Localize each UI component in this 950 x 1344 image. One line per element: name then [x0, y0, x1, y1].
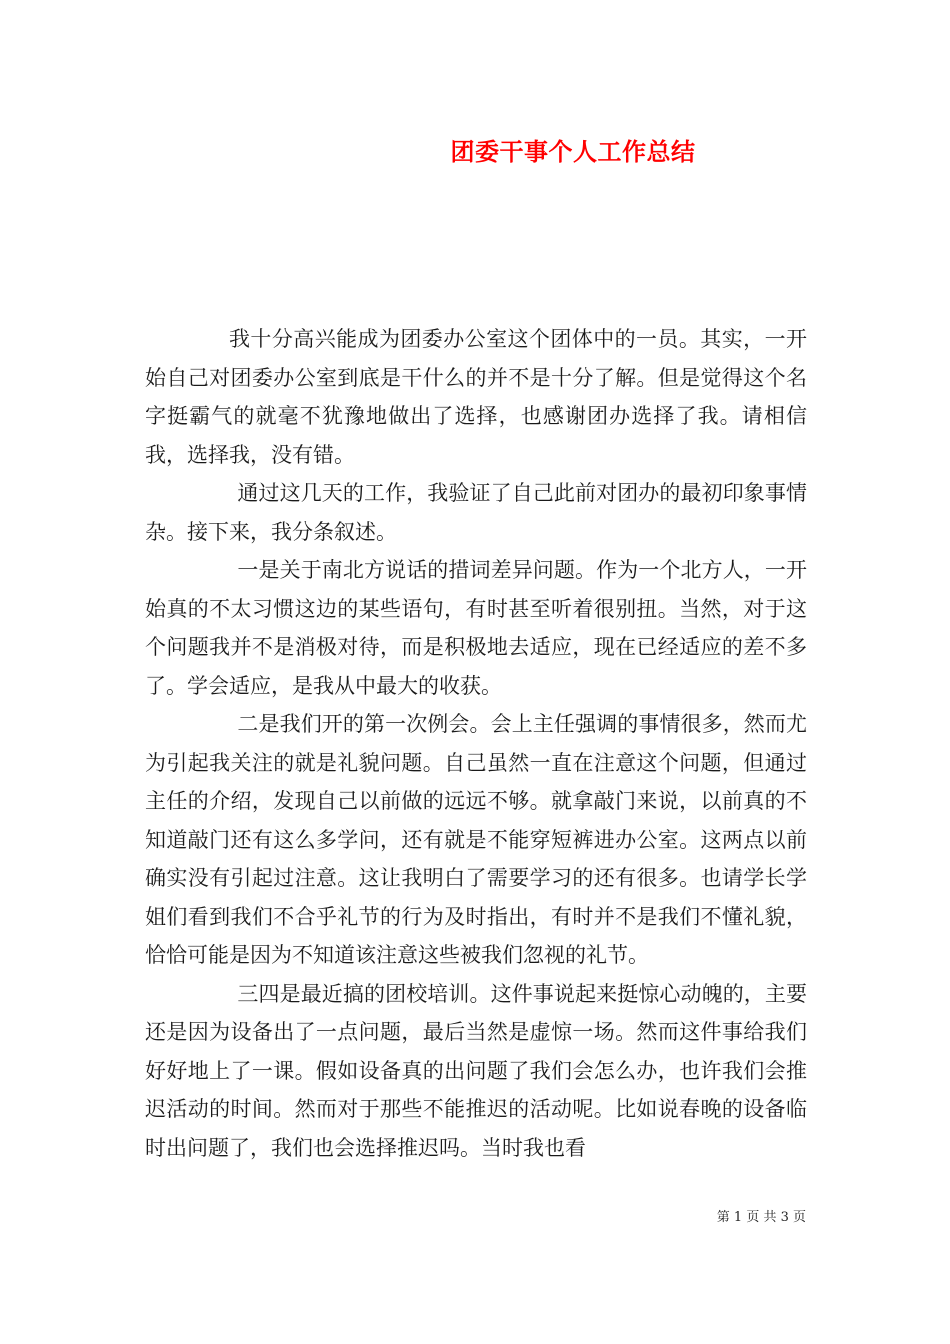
- document-title: 团委干事个人工作总结: [450, 138, 696, 166]
- document-body: [145, 320, 807, 1167]
- paragraph-1: 我十分高兴能成为团委办公室这个团体中的一员。其实，一开始自己对团委办公室到底是干什么的并不是十分了解。但是觉得这个名字挺霸气的就毫不犹豫地做出了选择，也感谢团办选择了我。请相信我，选择我，没有错。: [145, 327, 807, 467]
- paragraph-2: 通过这几天的工作，我验证了自己此前对团办的最初印象事情杂。接下来，我分条叙述。: [145, 481, 807, 544]
- paragraph-5: 三四是最近搞的团校培训。这件事说起来挺惊心动魄的，主要还是因为设备出了一点问题，最后当然是虚惊一场。然而这件事给我们好好地上了一课。假如设备真的出问题了我们会怎么办，也许我们会推迟活动的时间。然而对于那些不能推迟的活动呢。比如说春晚的设备临时出问题了，我们也会选择推迟吗。当时我也看: [145, 981, 807, 1160]
- paragraph-3: 一是关于南北方说话的措词差异问题。作为一个北方人，一开始真的不太习惯这边的某些语句，有时甚至听着很别扭。当然，对于这个问题我并不是消极对待，而是积极地去适应，现在已经适应的差不多了。学会适应，是我从中最大的收获。: [145, 558, 807, 698]
- page-number-footer: 第 1 页 共 3 页: [716, 1210, 806, 1225]
- paragraph-4: 二是我们开的第一次例会。会上主任强调的事情很多，然而尤为引起我关注的就是礼貌问题。自己虽然一直在注意这个问题，但通过主任的介绍，发现自己以前做的远远不够。就拿敲门来说，以前真的不知道敲门还有这么多学问，还有就是不能穿短裤进办公室。这两点以前确实没有引起过注意。这让我明白了需要学习的还有很多。也请学长学姐们看到我们不合乎礼节的行为及时指出，有时并不是我们不懂礼貌，恰恰可能是因为不知道该注意这些被我们忽视的礼节。: [145, 712, 807, 967]
